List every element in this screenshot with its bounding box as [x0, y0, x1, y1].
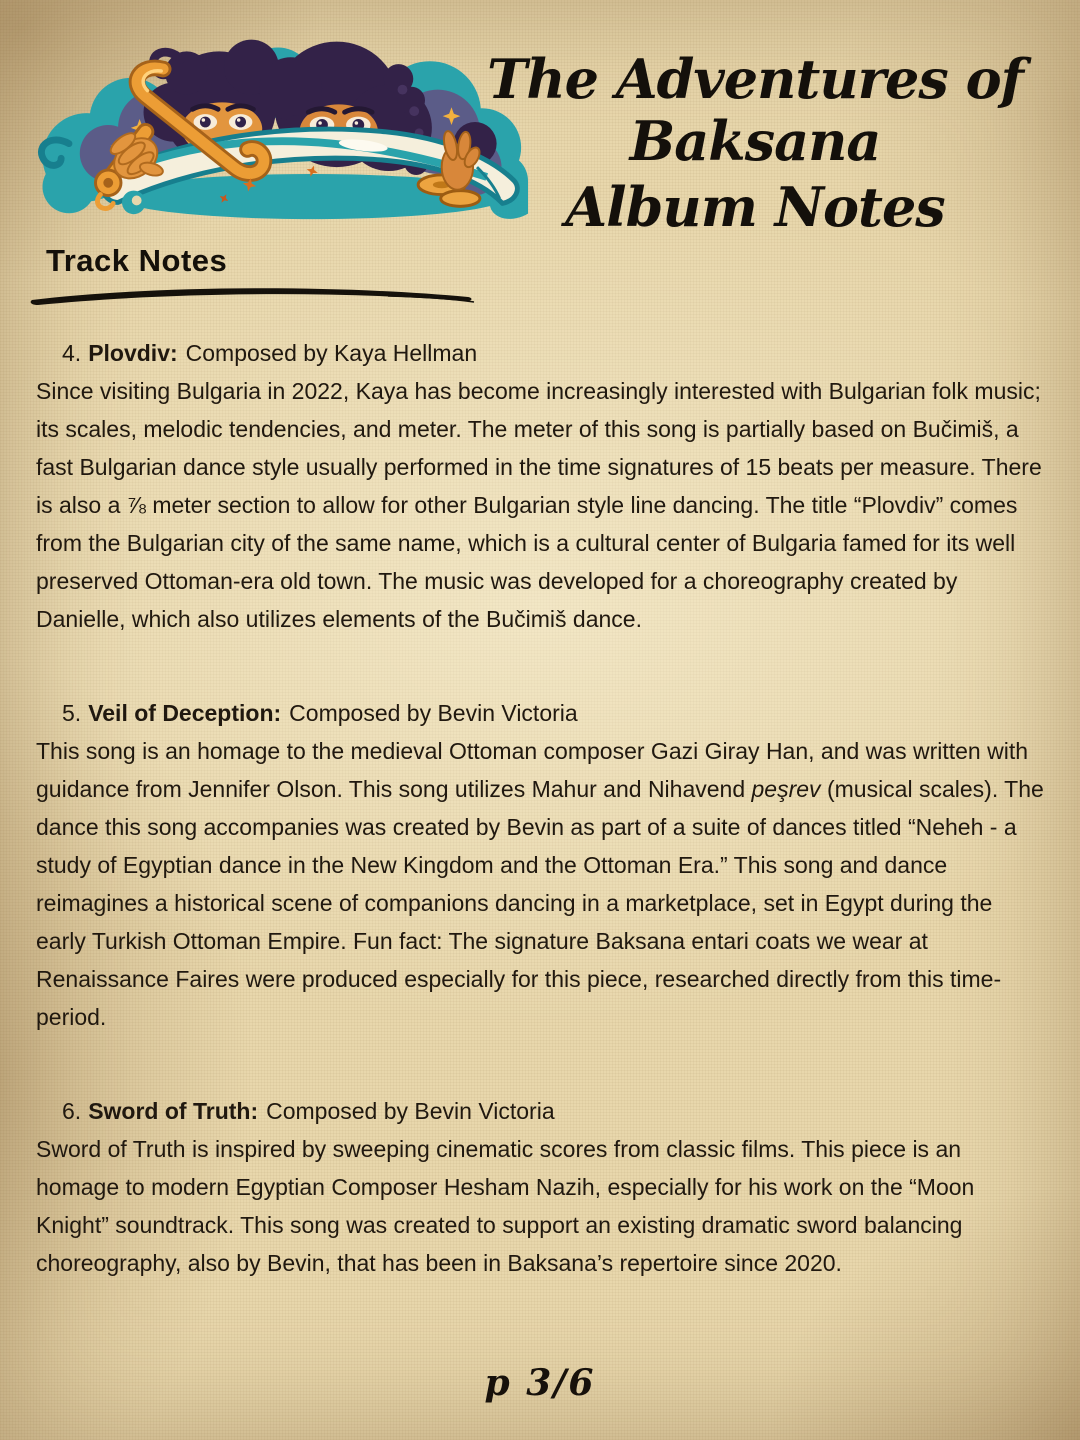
track-description [36, 372, 1044, 638]
track-item-4 [36, 334, 1044, 638]
track-title: Veil of Deception: [88, 700, 282, 726]
album-subtitle: Album Notes [565, 175, 945, 240]
description-italic: peşrev [751, 776, 821, 802]
page-number: p 3/6 [484, 1362, 596, 1404]
track-notes-list [36, 334, 1044, 1282]
brush-underline [28, 284, 476, 310]
track-description [36, 1130, 1044, 1282]
track-item-6 [36, 1092, 1044, 1282]
description-text: Since visiting Bulgaria in 2022, Kaya has become increasingly interested with Bulgarian folk music; its scales, melodic tendencies, and meter. The meter of this song is partially based on Bučimiš, a fast Bulgarian dance style usually performed in the time signatures of 15 beats per measure. There is also a ⅞ meter section to allow for other Bulgarian style line dancing. The title “Plovdiv” comes from the Bulgarian city of the same name, which is a cultural center of Bulgaria famed for its well preserved Ottoman-era old town. The music was developed for a choreography created by Danielle, which also utilizes elements of the Bučimiš dance. [36, 378, 1042, 632]
track-heading [36, 1092, 1044, 1130]
page-title [440, 48, 1070, 242]
album-title: The Adventures of Baksana [487, 47, 1023, 174]
track-description [36, 732, 1044, 1036]
description-text: (musical scales). The dance this song accompanies was created by Bevin as part of a suite of dances titled “Neheh - a study of Egyptian dance in the New Kingdom and the Ottoman Era.” This song and dance reimagines a historical scene of companions dancing in a marketplace, set in Egypt during the early Turkish Ottoman Empire. Fun fact: The signature Baksana entari coats we wear at Renaissance Faires were produced especially for this piece, researched directly from this time-period. [36, 776, 1044, 1030]
track-number: 4. [62, 340, 82, 366]
track-composer: Composed by Bevin Victoria [266, 1098, 555, 1124]
track-composer: Composed by Bevin Victoria [289, 700, 578, 726]
track-title: Sword of Truth: [88, 1098, 259, 1124]
description-text: This song is an homage to the medieval Ottoman composer Gazi Giray Han, and was written with guidance from Jennifer Olson. This song utilizes Mahur and Nihavend [36, 738, 1029, 802]
section-heading: Track Notes [46, 243, 228, 278]
track-heading [36, 334, 1044, 372]
track-title: Plovdiv: [88, 340, 178, 366]
track-number: 5. [62, 700, 82, 726]
track-composer: Composed by Kaya Hellman [185, 340, 478, 366]
track-item-5 [36, 694, 1044, 1036]
description-text: Sword of Truth is inspired by sweeping cinematic scores from classic films. This piece is an homage to modern Egyptian Composer Hesham Nazih, especially for his work on the “Moon Knight” soundtrack. This song was created to support an existing dramatic sword balancing choreography, also by Bevin, that has been in Baksana’s repertoire since 2020. [36, 1136, 975, 1276]
track-heading [36, 694, 1044, 732]
track-number: 6. [62, 1098, 82, 1124]
wave-curls [122, 191, 146, 215]
